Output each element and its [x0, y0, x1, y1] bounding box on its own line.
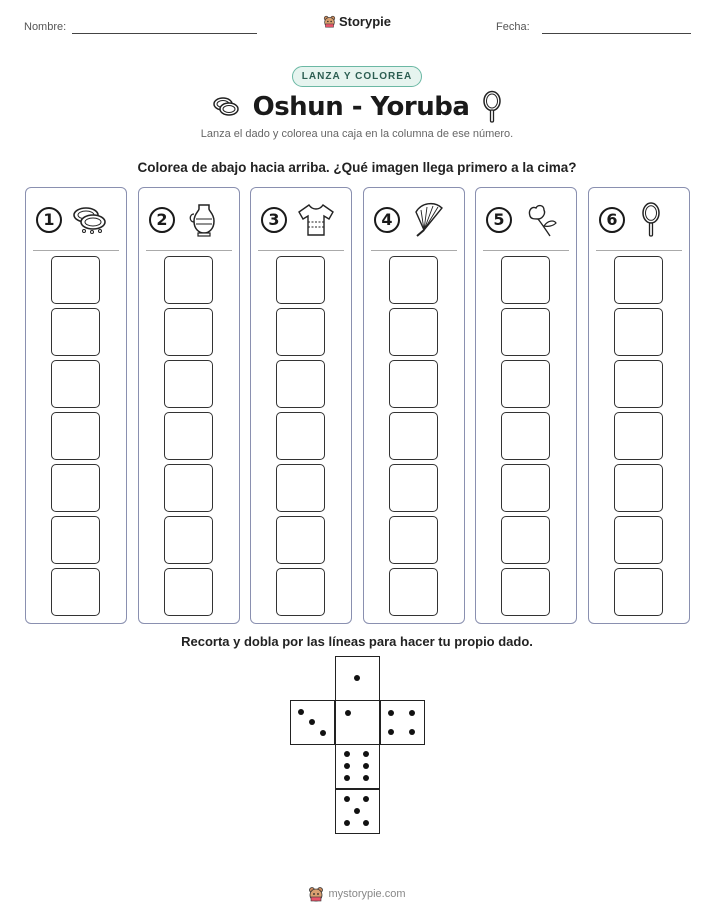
die-pip — [409, 710, 415, 716]
column-2 — [138, 187, 240, 624]
color-box[interactable] — [389, 464, 438, 512]
die-pip — [363, 775, 369, 781]
column-divider — [258, 250, 344, 251]
color-box[interactable] — [51, 412, 100, 460]
die-pip — [363, 796, 369, 802]
color-box[interactable] — [164, 412, 213, 460]
die-pip — [344, 763, 350, 769]
color-box[interactable] — [501, 256, 550, 304]
die-face-5 — [335, 789, 380, 834]
color-box[interactable] — [389, 516, 438, 564]
die-face-1 — [335, 656, 380, 701]
flower-icon — [520, 202, 560, 238]
column-header — [374, 202, 456, 238]
column-header — [486, 202, 568, 238]
die-pip — [320, 730, 326, 736]
die-face-6 — [335, 744, 380, 789]
color-box[interactable] — [51, 308, 100, 356]
bear-logo-icon — [323, 15, 336, 28]
column-divider — [371, 250, 457, 251]
color-box[interactable] — [501, 464, 550, 512]
date-label: Fecha: — [496, 21, 530, 33]
name-label: Nombre: — [24, 21, 67, 33]
footer-url[interactable]: mystorypie.com — [328, 888, 406, 900]
color-box[interactable] — [501, 568, 550, 616]
color-box[interactable] — [276, 360, 325, 408]
column-header — [149, 202, 231, 238]
color-box[interactable] — [51, 360, 100, 408]
die-pip — [344, 751, 350, 757]
color-box[interactable] — [614, 308, 663, 356]
column-number: 4 — [374, 207, 400, 233]
date-field[interactable] — [542, 33, 691, 34]
hand-mirror-icon — [481, 90, 503, 124]
header — [0, 14, 714, 44]
bracelets-icon — [211, 94, 241, 120]
color-box[interactable] — [276, 568, 325, 616]
column-number: 2 — [149, 207, 175, 233]
color-box[interactable] — [276, 308, 325, 356]
column-3 — [250, 187, 352, 624]
die-pip — [344, 796, 350, 802]
die-pip — [388, 710, 394, 716]
color-box[interactable] — [164, 464, 213, 512]
color-box[interactable] — [51, 256, 100, 304]
die-pip — [388, 729, 394, 735]
color-box[interactable] — [389, 256, 438, 304]
color-box[interactable] — [164, 568, 213, 616]
brand — [0, 14, 714, 31]
color-box[interactable] — [501, 360, 550, 408]
die-pip — [363, 763, 369, 769]
color-box[interactable] — [389, 568, 438, 616]
color-box[interactable] — [389, 412, 438, 460]
color-box[interactable] — [614, 412, 663, 460]
column-header — [36, 202, 118, 238]
color-box[interactable] — [164, 308, 213, 356]
column-6 — [588, 187, 690, 624]
column-number: 5 — [486, 207, 512, 233]
die-face-4 — [380, 700, 425, 745]
column-number: 1 — [36, 207, 62, 233]
die-pip — [345, 710, 351, 716]
footer — [0, 886, 714, 905]
column-1 — [25, 187, 127, 624]
cut-instruction: Recorta y dobla por las líneas para hacer tu propio dado. — [181, 634, 533, 649]
title-row — [0, 90, 714, 124]
name-field[interactable] — [72, 33, 257, 34]
die-pip — [363, 751, 369, 757]
die-pip — [344, 820, 350, 826]
color-box[interactable] — [389, 360, 438, 408]
color-box[interactable] — [614, 360, 663, 408]
brand-name: Storypie — [338, 14, 391, 29]
column-number: 3 — [261, 207, 287, 233]
color-box[interactable] — [276, 464, 325, 512]
fan-icon — [408, 202, 448, 238]
color-box[interactable] — [614, 568, 663, 616]
column-divider — [146, 250, 232, 251]
die-face-3 — [290, 700, 335, 745]
color-box[interactable] — [276, 412, 325, 460]
color-box[interactable] — [276, 516, 325, 564]
color-box[interactable] — [614, 256, 663, 304]
vase-icon — [183, 202, 223, 238]
color-box[interactable] — [51, 568, 100, 616]
color-box[interactable] — [614, 516, 663, 564]
die-pip — [309, 719, 315, 725]
die-pip — [344, 775, 350, 781]
die-pip — [354, 808, 360, 814]
column-header — [599, 202, 681, 238]
color-box[interactable] — [276, 256, 325, 304]
column-divider — [33, 250, 119, 251]
column-header — [261, 202, 343, 238]
bracelets-icon — [70, 202, 110, 238]
die-face-1 — [335, 700, 380, 745]
die-net — [290, 656, 425, 834]
color-box[interactable] — [51, 464, 100, 512]
die-pip — [409, 729, 415, 735]
page-title: Oshun - Yoruba — [252, 92, 470, 122]
hand-mirror-icon — [633, 202, 673, 238]
color-box[interactable] — [164, 256, 213, 304]
color-box[interactable] — [164, 516, 213, 564]
activity-badge: LANZA Y COLOREA — [292, 66, 422, 87]
color-box[interactable] — [389, 308, 438, 356]
badge-wrap — [0, 66, 714, 87]
column-5 — [475, 187, 577, 624]
color-box[interactable] — [501, 516, 550, 564]
column-divider — [483, 250, 569, 251]
column-divider — [596, 250, 682, 251]
instruction: Colorea de abajo hacia arriba. ¿Qué imagen llega primero a la cima? — [137, 160, 577, 175]
color-box[interactable] — [501, 412, 550, 460]
subtitle: Lanza el dado y colorea una caja en la columna de ese número. — [200, 128, 514, 140]
color-box[interactable] — [614, 464, 663, 512]
color-box[interactable] — [51, 516, 100, 564]
die-pip — [354, 675, 360, 681]
column-4 — [363, 187, 465, 624]
die-pip — [298, 709, 304, 715]
race-columns — [25, 187, 690, 624]
die-pip — [363, 820, 369, 826]
color-box[interactable] — [164, 360, 213, 408]
bear-logo-icon — [308, 886, 324, 902]
column-number: 6 — [599, 207, 625, 233]
color-box[interactable] — [501, 308, 550, 356]
dress-icon — [295, 202, 335, 238]
